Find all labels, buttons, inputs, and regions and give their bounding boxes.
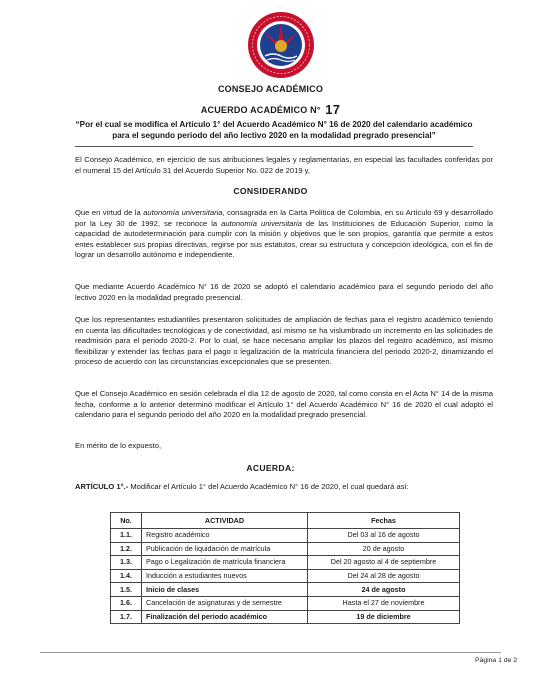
- row-dates: Del 20 agosto al 4 de septiembre: [308, 556, 460, 570]
- row-dates: 19 de diciembre: [308, 610, 460, 624]
- header-divider: [75, 146, 473, 147]
- row-no: 1.1.: [111, 529, 142, 543]
- header-dates: Fechas: [308, 513, 460, 529]
- table-row: [111, 583, 460, 597]
- row-dates: 20 de agosto: [308, 542, 460, 556]
- consideration-1-text-b: , consagrada en la Carta Política de Colombia, en su Artículo 69 y desarrollado por la Ley 30 de 1992, se reconoce la: [75, 208, 493, 228]
- council-name: CONSEJO ACADÉMICO: [217, 84, 324, 94]
- row-no: 1.6.: [111, 596, 142, 610]
- row-no: 1.2.: [111, 542, 142, 556]
- consideration-1-italic-b: autonomía universitaria: [221, 218, 302, 228]
- article-1-text: Modificar el Artículo 1° del Acuerdo Académico N° 16 de 2020, el cual quedará así:: [128, 482, 409, 491]
- row-dates: Del 03 al 16 de agosto: [308, 529, 460, 543]
- consideration-paragraph-3: Que los representantes estudiantiles presentaron solicitudes de ampliación de fechas para el registro académico teniendo en cuenta las dificultades tecnológicas y de conectividad, así mismo se ha vislumbrado un incremento en las solicitudes de readmisión para el periodo 2020-2. Por lo cual, se hace necesario ampliar los plazos del registro académico, así mismo flexibilizar y extender las fechas para el pago o legalización de la matrícula financiera del periodo 2020-2, dinamizando el proceso de acuerdo con las circunstancias excepcionales que se presenten.: [75, 315, 493, 367]
- row-no: 1.4.: [111, 569, 142, 583]
- preamble-paragraph: El Consejo Académico, en ejercicio de sus atribuciones legales y reglamentarias, en especial las facultades conferidas por el numeral 15 del Artículo 31 del Acuerdo Superior No. 022 de 2019 y,: [75, 155, 493, 175]
- consideration-paragraph-4: Que el Consejo Académico en sesión celebrada el día 12 de agosto de 2020, tal como consta en el Acta N° 14 de la misma fecha, conforme a lo anterior determinó modificar el Artículo 1° del Acuerdo Académico N° 16 de 2020 el cual adoptó el calendario para el segundo periodo del año 2020 en la modalidad pregrado presencial.: [75, 389, 493, 420]
- agreement-title: [0, 102, 541, 117]
- table-row: [111, 542, 460, 556]
- consideration-paragraph-2: Que mediante Acuerdo Académico N° 16 de 2020 se adoptó el calendario académico para el segundo periodo del año lectivo 2020 en la modalidad pregrado presencial.: [75, 282, 493, 302]
- row-activity: Inicio de clases: [142, 583, 308, 597]
- consideration-paragraph-5: En mérito de lo expuesto,: [75, 441, 162, 450]
- row-activity: Pago o Legalización de matrícula financiera: [142, 556, 308, 570]
- calendar-table: [110, 512, 460, 624]
- row-no: 1.3.: [111, 556, 142, 570]
- agreement-number: 17: [325, 102, 341, 117]
- row-dates: Hasta el 27 de noviembre: [308, 596, 460, 610]
- table-row: [111, 610, 460, 624]
- table-row: [111, 556, 460, 570]
- row-activity: Registro académico: [142, 529, 308, 543]
- agreement-label: ACUERDO ACADÉMICO N°: [200, 105, 321, 115]
- table-row: [111, 596, 460, 610]
- row-no: 1.7.: [111, 610, 142, 624]
- consideration-1-italic-a: autonomía universitaria: [143, 208, 223, 217]
- header-activity: ACTIVIDAD: [142, 513, 308, 529]
- row-activity: Cancelación de asignaturas y de semestre: [142, 596, 308, 610]
- acuerda-heading: ACUERDA:: [246, 463, 295, 473]
- row-activity: Inducción a estudiantes nuevos: [142, 569, 308, 583]
- consideration-paragraph-1: [75, 208, 493, 261]
- row-dates: Del 24 al 28 de agosto: [308, 569, 460, 583]
- considerando-heading: CONSIDERANDO: [233, 186, 308, 196]
- table-header-row: [111, 513, 460, 529]
- row-no: 1.5.: [111, 583, 142, 597]
- table-row: [111, 569, 460, 583]
- consideration-1-text-a: Que en virtud de la: [75, 208, 144, 217]
- footer-divider: [40, 652, 501, 653]
- article-1-label: ARTÍCULO 1°.-: [75, 482, 129, 491]
- university-seal-logo: [246, 10, 316, 80]
- row-dates: 24 de agosto: [308, 583, 460, 597]
- consideration-1-text-c: de las Instituciones de Educación Superior, como la capacidad de autodeterminación para cumplir con la misión y objetivos que le son propios, garantía que permite a estos entes establecer sus propias directivas, regirse por sus estatutos, crear su estructura y concepción ideológica, con el fin de lograr un desarrollo autónomo e independiente.: [75, 218, 494, 260]
- row-activity: Finalización del periodo académico: [142, 610, 308, 624]
- row-activity: Publicación de liquidación de matrícula: [142, 542, 308, 556]
- article-1: [75, 482, 493, 493]
- agreement-subject: “Por el cual se modifica el Artículo 1° del Acuerdo Académico N° 16 de 2020 del calendario académico para el segundo periodo del año lectivo 2020 en la modalidad pregrado presencial”: [75, 120, 473, 140]
- header-no: No.: [111, 513, 142, 529]
- page-number: Página 1 de 2: [475, 657, 517, 664]
- table-row: [111, 529, 460, 543]
